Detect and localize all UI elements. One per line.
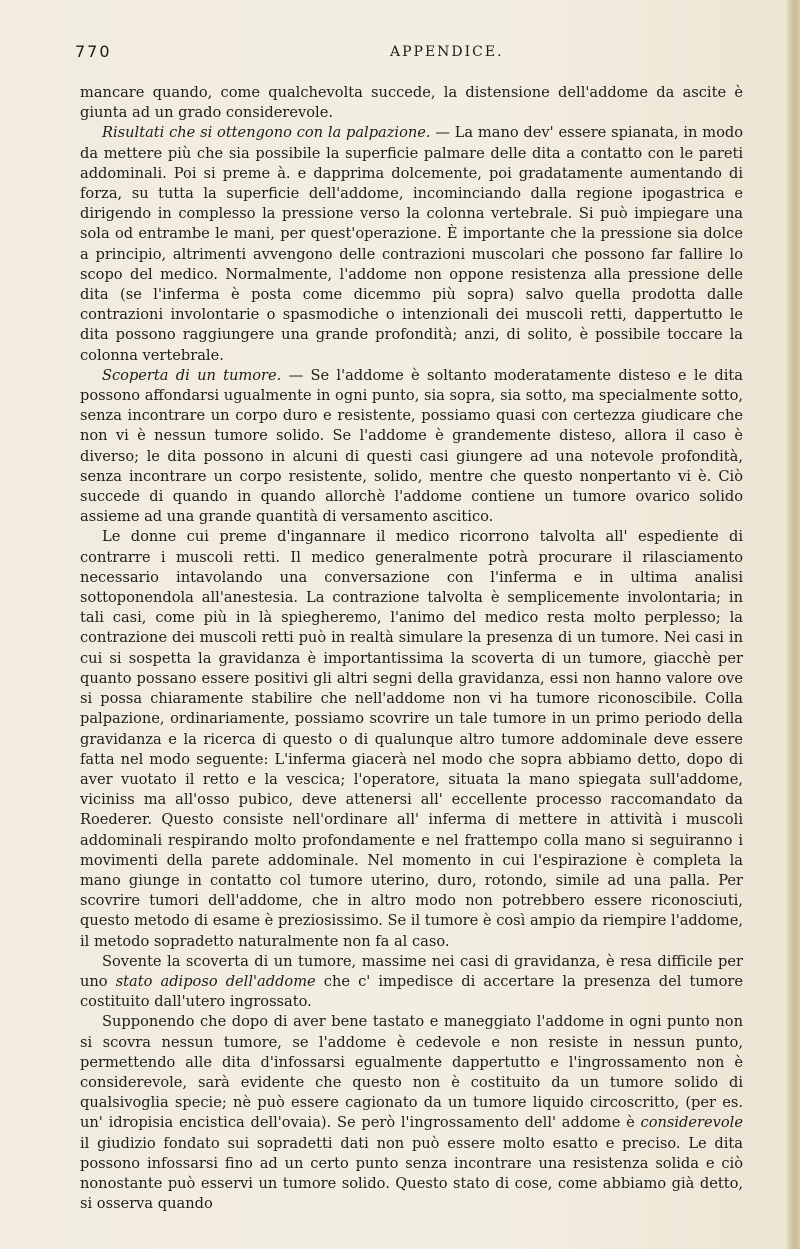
paragraph-text: Supponendo che dopo di aver bene tastato e maneggiato l'addome in ogni punto non si scovra nessun tumore, se l'addome è cedevole e non resiste in nessun punto, permettendo alle dita d'infossarsi egualmente dappertutto e l'ingrossamento non è considerevole, sarà evidente che questo non è costituito da un tumore solido di qualsivoglia specie; nè può essere cagionato da un tumore liquido circoscritto, (per es. un' idropisia encistica dell'ovaia). Se però l'ingrossamento dell' addome è bbox=[80, 1013, 743, 1132]
paragraph bbox=[80, 123, 743, 365]
paragraph bbox=[80, 952, 743, 1013]
paragraph-text: — Se l'addome è soltanto moderatamente disteso e le dita possono affondarsi ugualmente in ogni punto, sia sopra, sia sotto, ma specialmente sotto, senza incontrare un corpo duro e resistente, possiamo quasi con certezza giudicare che non vi è nessun tumore solido. Se l'addome è grandemente disteso, allora il caso è diverso; le dita possono in alcuni di questi casi giungere ad una notevole profondità, senza incontrare un corpo resistente, solido, mentre che questo nonpertanto vi è. Ciò succede di quando in quando allorchè l'addome contiene un tumore ovarico solido assieme ad una grande quantità di versamento ascitico. bbox=[80, 366, 743, 526]
paragraph-text: — La mano dev' essere spianata, in modo da mettere più che sia possibile la superficie palmare delle dita a contatto con le pareti addominali. Poi si preme à. e dapprima dolcemente, poi gradatamente aumentando di forza, su tutta la superficie dell'addome, incominciando dalla regione ipogastrica e dirigendo in complesso la pressione verso la colonna vertebrale. Si può impiegare una sola od entrambe le mani, per quest'operazione. È importante che la pressione sia dolce a principio, altrimenti avvengono delle contrazioni muscolari che possono far fallire lo scopo del medico. Normalmente, l'addome non oppone resistenza alla pressione delle dita (se l'inferma è posta come dicemmo più sopra) salvo quella prodotta dalle contrazioni involontarie o spasmodiche o intenzionali dei muscoli retti, dappertutto le dita possono raggiungere una grande profondità; anzi, di solito, è possibile toccare la colonna vertebrale. bbox=[80, 124, 743, 364]
paragraph-text: che c' impedisce di accertare la presenza del tumore costituito dall'utero ingrossato. bbox=[80, 972, 743, 1011]
paragraph-text: mancare quando, come qualchevolta succede, la distensione dell'addome da ascite è giunta ad un grado considerevole. bbox=[80, 84, 743, 122]
page-edge bbox=[786, 0, 800, 1249]
emphasis-text: considerevole bbox=[640, 1114, 743, 1132]
paragraph-text: il giudizio fondato sui sopradetti dati non può essere molto esatto e preciso. Le dita possono infossarsi fino ad un certo punto senza incontrare una resistenza solida e ciò nonostante può esservi un tumore solido. Questo stato di cose, come abbiamo già detto, si osserva quando bbox=[80, 1134, 743, 1213]
paragraph bbox=[80, 1012, 743, 1214]
body-text bbox=[80, 83, 743, 1214]
paragraph bbox=[80, 366, 743, 528]
paragraph-text: Sovente la scoverta di un tumore, massime nei casi di gravidanza, è resa difficile per uno bbox=[80, 952, 743, 990]
page-number: 770 bbox=[75, 42, 112, 61]
running-head: APPENDICE. bbox=[390, 44, 504, 60]
paragraph-text: Le donne cui preme d'ingannare il medico ricorrono talvolta all' espediente di contrarre i muscoli retti. Il medico generalmente potrà procurare il rilasciamento necessario intavolando una conversazione con l'inferma e in ultima analisi sottoponendola all'anestesia. La contrazione talvolta è semplicemente involontaria; in tali casi, come più in là spiegheremo, l'animo del medico resta molto perplesso; la contrazione dei muscoli retti può in realtà simulare la presenza di un tumore. Nei casi in cui si sospetta la gravidanza è importantissima la scoverta di un tumore, giacchè per quanto possano essere positivi gli altri segni della gravidanza, essi non hanno valore ove si possa chiaramente stabilire che nell'addome non vi ha tumore riconoscibile. Colla palpazione, ordinariamente, possiamo scovrire un tale tumore in un primo periodo della gravidanza e la ricerca di questo o di qualunque altro tumore addominale deve essere fatta nel modo seguente: L'inferma giacerà nel modo che sopra abbiamo detto, dopo di aver vuotato il retto e la vescica; l'operatore, situata la mano spiegata sull'addome, viciniss ma all'osso pubico, deve attenersi all' eccellente processo raccomandato da Roederer. Questo consiste nell'ordinare all' inferma di mettere in attività i muscoli addominali respirando molto profondamente e nel frattempo colla mano si seguiranno i movimenti della parete addominale. Nel momento in cui l'espirazione è completa la mano giunge in contatto col tumore uterino, duro, rotondo, simile ad una palla. Per scovrire tumori dell'addome, che in altro modo non potrebbero essere riconosciuti, questo metodo di esame è preziosissimo. Se il tumore è così ampio da riempire l'addome, il metodo sopradetto naturalmente non fa al caso. bbox=[80, 528, 743, 950]
emphasis-text: stato adiposo dell'addome bbox=[115, 972, 316, 990]
paragraph bbox=[80, 83, 743, 123]
section-heading: Risultati che si ottengono con la palpazione. bbox=[102, 124, 431, 142]
page-header bbox=[75, 42, 760, 66]
section-heading: Scoperta di un tumore. bbox=[102, 366, 282, 384]
paragraph bbox=[80, 527, 743, 951]
